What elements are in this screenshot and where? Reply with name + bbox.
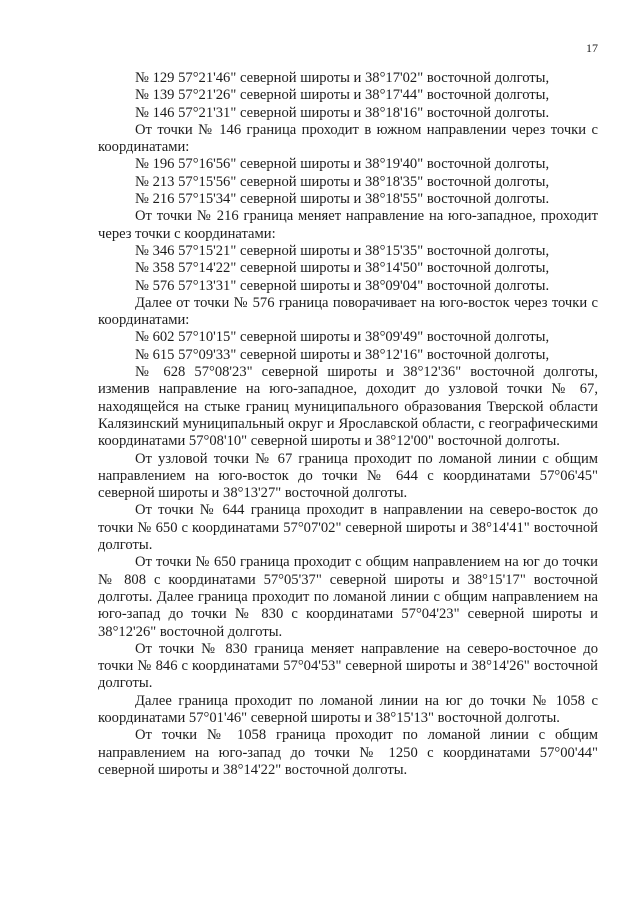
paragraph: От точки № 1058 граница проходит по ломаной линии с общим направлением на юго-запад до точки № 1250 с координатами 57°00'44" северной широты и 38°14'22" восточной долготы. [98, 727, 598, 778]
coordinate-line: № 346 57°15'21" северной широты и 38°15'35" восточной долготы, [135, 242, 550, 259]
coordinate-line: № 576 57°13'31" северной широты и 38°09'04" восточной долготы. [135, 277, 550, 294]
coordinate-line: № 146 57°21'31" северной широты и 38°18'16" восточной долготы. [135, 104, 550, 121]
paragraph: От точки № 830 граница меняет направление на северо-восточное до точки № 846 с координатами 57°04'53" северной широты и 38°14'26" восточной долготы. [98, 640, 598, 692]
document-body [98, 70, 598, 779]
paragraph: От точки № 644 граница проходит в направлении на северо-восток до точки № 650 с координатами 57°07'02" северной широты и 38°14'41" восточной долготы. [98, 502, 598, 554]
paragraph: От точки № 216 граница меняет направление на юго-западное, проходит через точки с координатами: [98, 208, 598, 242]
paragraph: От точки № 650 граница проходит с общим направлением на юг до точки № 808 с координатами 57°05'37" северной широты и 38°15'17" восточной долготы. Далее граница проходит по ломаной линии с общим направлением на юго-запад до точки № 830 с координатами 57°04'23" северной широты и 38°12'26" восточной долготы. [98, 554, 598, 640]
paragraph: От узловой точки № 67 граница проходит по ломаной линии с общим направлением на юго-восток до точки № 644 с координатами 57°06'45" северной широты и 38°13'27" восточной долготы. [98, 450, 598, 502]
paragraph: От точки № 146 граница проходит в южном направлении через точки с координатами: [98, 121, 598, 156]
coordinate-line: № 216 57°15'34" северной широты и 38°18'55" восточной долготы. [135, 191, 550, 208]
coordinate-line: № 213 57°15'56" северной широты и 38°18'35" восточной долготы, [135, 173, 550, 190]
coordinate-line: № 358 57°14'22" северной широты и 38°14'50" восточной долготы, [135, 260, 550, 277]
coordinate-line: № 129 57°21'46" северной широты и 38°17'02" восточной долготы, [135, 70, 550, 86]
coordinate-line: № 139 57°21'26" северной широты и 38°17'44" восточной долготы, [135, 87, 550, 104]
coordinate-line: № 602 57°10'15" северной широты и 38°09'49" восточной долготы, [135, 329, 550, 346]
coordinate-line: № 615 57°09'33" северной широты и 38°12'16" восточной долготы, [135, 346, 550, 363]
paragraph: Далее от точки № 576 граница поворачивает на юго-восток через точки с координатами: [98, 294, 598, 329]
coordinate-line: № 196 57°16'56" северной широты и 38°19'40" восточной долготы, [135, 156, 550, 173]
page-number: 17 [586, 41, 598, 55]
paragraph: Далее граница проходит по ломаной линии на юг до точки № 1058 с координатами 57°01'46" северной широты и 38°15'13" восточной долготы. [98, 692, 598, 726]
paragraph: № 628 57°08'23" северной широты и 38°12'36" восточной долготы, изменив направление на юго-западное, доходит до узловой точки № 67, находящейся на стыке границ муниципального образования Тверской области Калязинский муниципальный округ и Ярославской области, с географическими координатами 57°08'10" северной широты и 38°12'00" восточной долготы. [98, 364, 598, 450]
